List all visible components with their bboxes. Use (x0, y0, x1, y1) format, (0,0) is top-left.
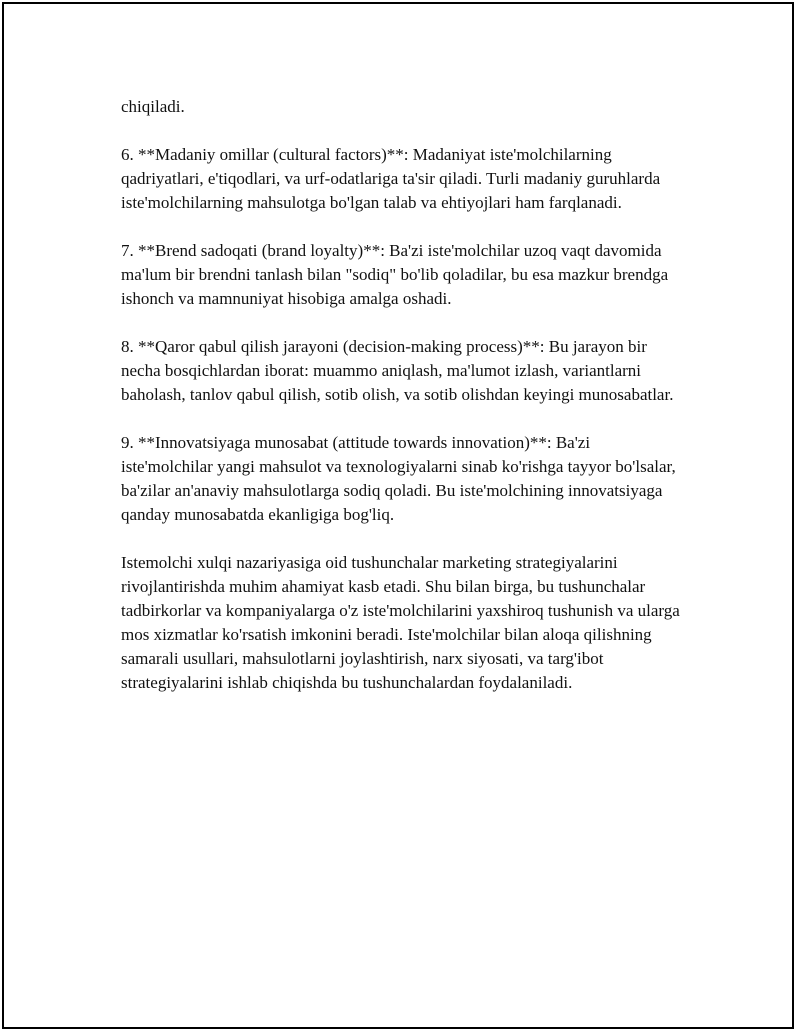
paragraph-item-8: 8. **Qaror qabul qilish jarayoni (decision-making process)**: Bu jarayon bir necha bosqichlardan iborat: muammo aniqlash, ma'lumot izlash, variantlarni baholash, tanlov qabul qilish, sotib olish, va sotib olishdan keyingi munosabatlar. (121, 337, 674, 404)
paragraph-continuation: chiqiladi. (121, 97, 185, 116)
paragraph-item-9: 9. **Innovatsiyaga munosabat (attitude towards innovation)**: Ba'zi iste'molchilar yangi mahsulot va texnologiyalarni sinab ko'rishga tayyor bo'lsalar, ba'zilar an'anaviy mahsulotlarga sodiq qoladi. Bu iste'molchining innovatsiyaga qanday munosabatda ekanligiga bog'liq. (121, 433, 676, 524)
paragraph-item-6: 6. **Madaniy omillar (cultural factors)**: Madaniyat iste'molchilarning qadriyatlari, e'tiqodlari, va urf-odatlariga ta'sir qiladi. Turli madaniy guruhlarda iste'molchilarning mahsulotga bo'lgan talab va ehtiyojlari ham farqlanadi. (121, 145, 661, 212)
page-frame (2, 2, 794, 1029)
document-body (121, 95, 681, 719)
paragraph-item-7: 7. **Brend sadoqati (brand loyalty)**: Ba'zi iste'molchilar uzoq vaqt davomida ma'lum bir brendni tanlash bilan "sodiq" bo'lib qoladilar, bu esa mazkur brendga ishonch va mamnuniyat hisobiga amalga oshadi. (121, 241, 669, 308)
paragraph-conclusion: Istemolchi xulqi nazariyasiga oid tushunchalar marketing strategiyalarini rivojlantirishda muhim ahamiyat kasb etadi. Shu bilan birga, bu tushunchalar tadbirkorlar va kompaniyalarga o'z iste'molchilarini yaxshiroq tushunish va ularga mos xizmatlar ko'rsatish imkonini beradi. Iste'molchilar bilan aloqa qilishning samarali usullari, mahsulotlarni joylashtirish, narx siyosati, va targ'ibot strategiyalarini ishlab chiqishda bu tushunchalardan foydalaniladi. (121, 553, 680, 692)
